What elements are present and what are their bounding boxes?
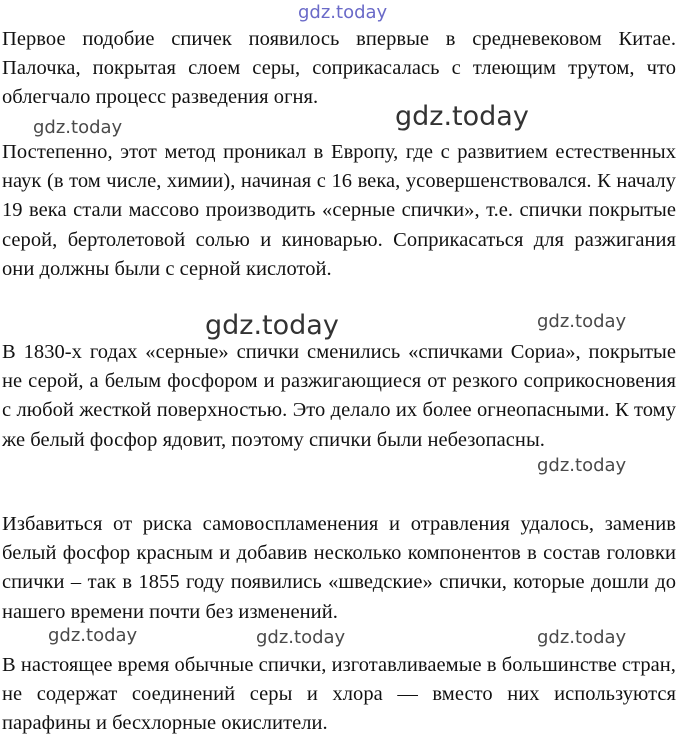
paragraph-1: Первое подобие спичек появилось впервые в средневековом Китае. Палочка, покрытая слоем серы, соприкасалась с тлеющим трутом, что облегчало процесс разведения огня. [2,28,676,109]
watermark: gdz.today [33,117,123,138]
paragraph-4: Избавиться от риска самовоспламенения и отравления удалось, заменив белый фосфор красным и добавив несколько компонентов в состав головки спички – так в 1855 году появились «шведские» спички, которые дошли до нашего времени почти без изменений. [2,513,676,623]
watermark: gdz.today [256,627,346,648]
watermark: gdz.today [48,625,138,646]
paragraph-5: В настоящее время обычные спички, изготавливаемые в большинстве стран, не содержат соединений серы и хлора — вместо них используются парафины и бесхлорные окислители. [2,654,676,735]
paragraph-3: В 1830-х годах «серные» спички сменились «спичками Сориа», покрытые не серой, а белым фосфором и разжигающиеся от резкого соприкосновения с любой жесткой поверхностью. Это делало их более огнеопасными. К тому же белый фосфор ядовит, поэтому спички были небезопасны. [2,341,676,451]
watermark-top: gdz.today [298,2,388,23]
watermark: gdz.today [537,627,627,648]
watermark: gdz.today [537,455,627,476]
paragraph-2: Постепенно, этот метод проникал в Европу, где с развитием естественных наук (в том числе, химии), начиная с 16 века, усовершенствовался. К началу 19 века стали массово производить «серные спички», т.е. спички покрытые серой, бертолетовой солью и киноварью. Соприкасаться для разжигания они должны были с серной кислотой. [2,141,676,280]
watermark: gdz.today [537,311,627,332]
watermark: gdz.today [395,101,529,132]
watermark: gdz.today [205,310,339,341]
